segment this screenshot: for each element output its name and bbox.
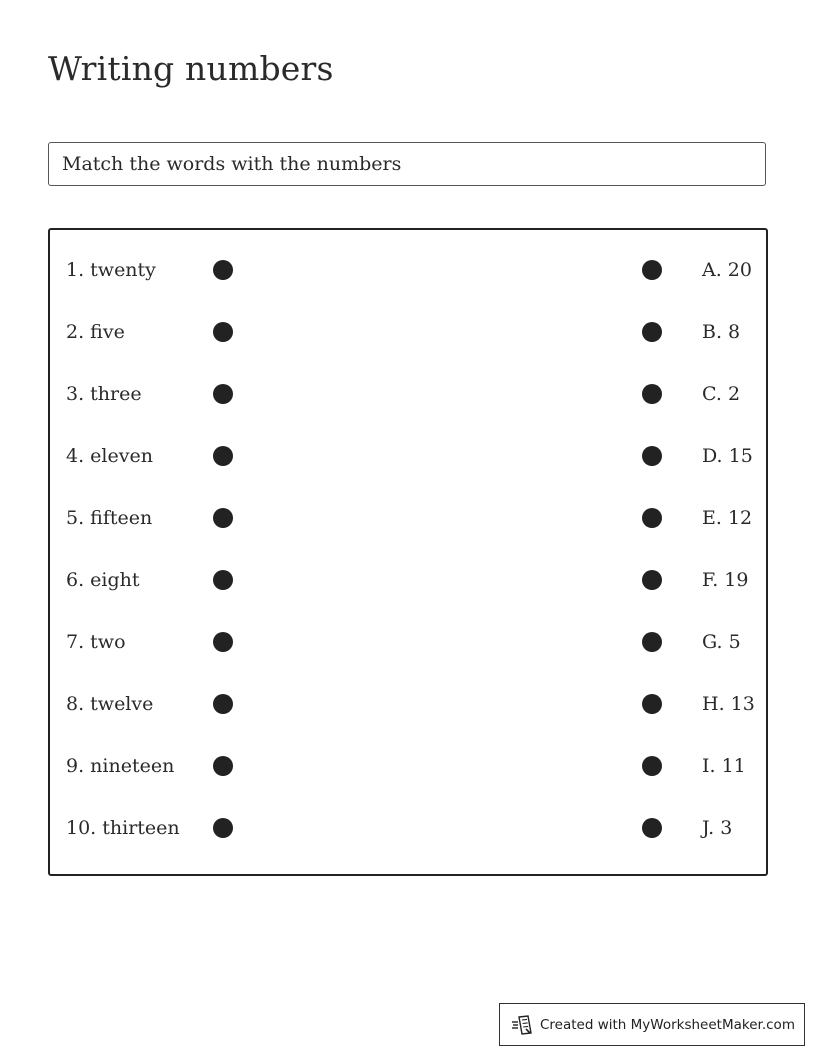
- number-item: F. 19: [702, 569, 749, 591]
- right-connector-dot[interactable]: [642, 818, 662, 838]
- number-item: E. 12: [702, 507, 753, 529]
- left-connector-dot[interactable]: [213, 632, 233, 652]
- right-connector-dot[interactable]: [642, 384, 662, 404]
- match-row: [50, 624, 766, 660]
- word-item: 1. twenty: [66, 259, 156, 281]
- number-item: I. 11: [702, 755, 746, 777]
- word-item: 2. five: [66, 321, 125, 343]
- matching-exercise: [48, 228, 768, 876]
- right-connector-dot[interactable]: [642, 446, 662, 466]
- match-row: [50, 500, 766, 536]
- match-row: [50, 376, 766, 412]
- number-item: G. 5: [702, 631, 741, 653]
- left-connector-dot[interactable]: [213, 508, 233, 528]
- left-connector-dot[interactable]: [213, 570, 233, 590]
- match-row: [50, 438, 766, 474]
- match-row: [50, 252, 766, 288]
- right-connector-dot[interactable]: [642, 570, 662, 590]
- left-connector-dot[interactable]: [213, 818, 233, 838]
- number-item: A. 20: [702, 259, 752, 281]
- page-title: Writing numbers: [48, 49, 334, 88]
- match-row: [50, 748, 766, 784]
- created-with-badge[interactable]: [499, 1003, 805, 1046]
- word-item: 8. twelve: [66, 693, 154, 715]
- number-item: C. 2: [702, 383, 741, 405]
- match-row: [50, 314, 766, 350]
- match-row: [50, 562, 766, 598]
- word-item: 3. three: [66, 383, 142, 405]
- word-item: 10. thirteen: [66, 817, 180, 839]
- word-item: 9. nineteen: [66, 755, 175, 777]
- instructions-box: Match the words with the numbers: [48, 142, 766, 186]
- word-item: 6. eight: [66, 569, 140, 591]
- left-connector-dot[interactable]: [213, 446, 233, 466]
- left-connector-dot[interactable]: [213, 384, 233, 404]
- match-row: [50, 686, 766, 722]
- left-connector-dot[interactable]: [213, 260, 233, 280]
- number-item: B. 8: [702, 321, 741, 343]
- number-item: D. 15: [702, 445, 753, 467]
- worksheet-maker-logo-icon: [511, 1014, 533, 1036]
- left-connector-dot[interactable]: [213, 694, 233, 714]
- left-connector-dot[interactable]: [213, 322, 233, 342]
- number-item: J. 3: [702, 817, 733, 839]
- left-connector-dot[interactable]: [213, 756, 233, 776]
- word-item: 7. two: [66, 631, 126, 653]
- footer-text: Created with MyWorksheetMaker.com: [540, 1016, 795, 1033]
- right-connector-dot[interactable]: [642, 632, 662, 652]
- match-row: [50, 810, 766, 846]
- word-item: 4. eleven: [66, 445, 153, 467]
- right-connector-dot[interactable]: [642, 260, 662, 280]
- word-item: 5. fifteen: [66, 507, 153, 529]
- right-connector-dot[interactable]: [642, 694, 662, 714]
- right-connector-dot[interactable]: [642, 322, 662, 342]
- right-connector-dot[interactable]: [642, 756, 662, 776]
- number-item: H. 13: [702, 693, 755, 715]
- right-connector-dot[interactable]: [642, 508, 662, 528]
